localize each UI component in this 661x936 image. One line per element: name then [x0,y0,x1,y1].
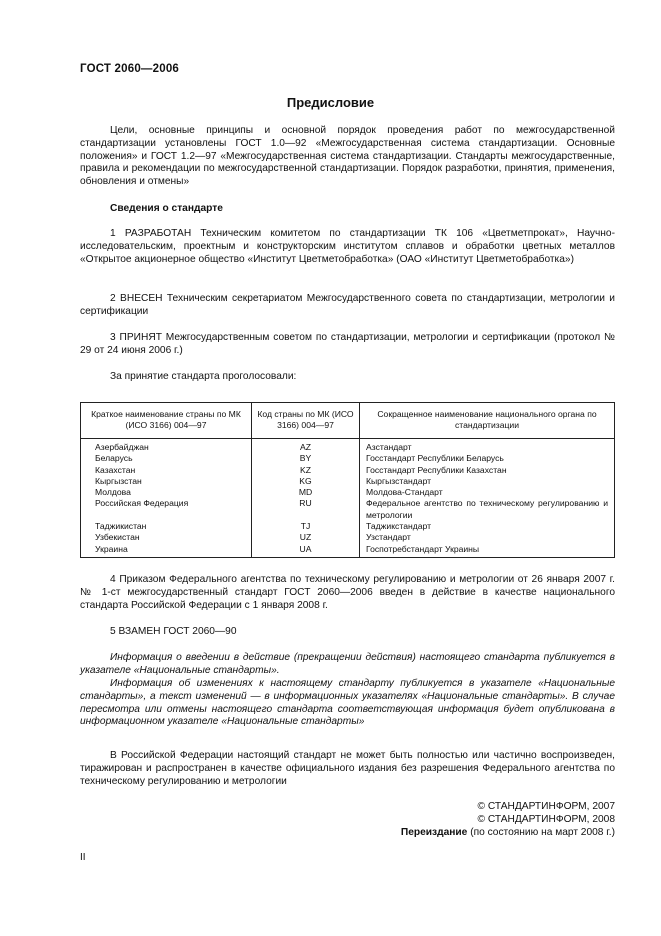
country-code: RU [252,498,360,521]
table-row [81,453,615,464]
country-name: Украина [81,544,252,558]
page-number: II [80,852,86,863]
rights-paragraph: В Российской Федерации настоящий стандарт не может быть полностью или частично воспроизведен, тиражирован и распространен в качестве официального издания без разрешения Федерального агентства по техническому регулированию и метрологии [80,750,615,787]
standards-body: Госпотребстандарт Украины [360,544,615,558]
table-row [81,439,615,454]
table-row [81,498,615,521]
reissue-line [401,827,615,840]
voted-intro: За принятие стандарта проголосовали: [110,371,297,382]
country-code: AZ [252,439,360,454]
document-id: ГОСТ 2060—2006 [80,63,180,75]
copyright-2008: © СТАНДАРТИНФОРМ, 2008 [477,814,615,825]
standards-body: Молдова-Стандарт [360,487,615,498]
copyright-2007: © СТАНДАРТИНФОРМ, 2007 [477,801,615,812]
item-developed: 1 РАЗРАБОТАН Техническим комитетом по стандартизации ТК 106 «Цветметпрокат», Научно-исследовательским, проектным и конструкторским институтом сплавов и обработки цветных металлов «Открытое акционерное общество «Институт Цветметобработка» (ОАО «Институт Цветметобработка») [80,228,615,265]
standards-body: Федеральное агентство по техническому регулированию и метрологии [360,498,615,521]
country-code: UZ [252,532,360,543]
country-code: KZ [252,465,360,476]
item-replaces: 5 ВЗАМЕН ГОСТ 2060—90 [110,626,237,637]
reissue-note: (по состоянию на март 2008 г.) [470,827,615,838]
intro-paragraph: Цели, основные принципы и основной порядок проведения работ по межгосударственной стандартизации установлены ГОСТ 1.0—92 «Межгосударственная система стандартизации. Основные положения» и ГОСТ 1.2—97 «Межгосударственная система стандартизации. Стандарты межгосударственные, правила и рекомендации по межгосударственной стандартизации. Порядок разработки, принятия, применения, обновления и отмены» [80,125,615,188]
country-name: Беларусь [81,453,252,464]
table-row [81,521,615,532]
country-name: Казахстан [81,465,252,476]
country-name: Кыргызстан [81,476,252,487]
notice-publication: Информация о введении в действие (прекращении действия) настоящего стандарта публикуется в указателе «Национальные стандарты». [80,652,615,676]
item-introduced: 2 ВНЕСЕН Техническим секретариатом Межгосударственного совета по стандартизации, метрологии и сертификации [80,293,615,317]
table-row [81,532,615,543]
page-title: Предисловие [286,95,375,110]
item-adopted: 3 ПРИНЯТ Межгосударственным советом по стандартизации, метрологии и сертификации (протокол № 29 от 24 июня 2006 г.) [80,332,615,356]
country-name: Узбекистан [81,532,252,543]
standards-body: Узстандарт [360,532,615,543]
country-code: MD [252,487,360,498]
item-order: 4 Приказом Федерального агентства по техническому регулированию и метрологии от 26 января 2007 г. № 1-ст межгосударственный стандарт ГОСТ 2060—2006 введен в действие в качестве национального стандарта Российской Федерации с 1 января 2008 г. [80,574,615,611]
country-name: Молдова [81,487,252,498]
standards-body: Госстандарт Республики Казахстан [360,465,615,476]
reissue-label: Переиздание [400,827,468,838]
country-code: UA [252,544,360,558]
table-row [81,465,615,476]
header-code: Код страны по МК (ИСО 3166) 004—97 [252,403,360,439]
country-code: BY [252,453,360,464]
country-name: Азербайджан [81,439,252,454]
country-code: KG [252,476,360,487]
table-header-row [81,403,615,439]
standards-body: Таджикстандарт [360,521,615,532]
country-code: TJ [252,521,360,532]
header-body: Сокращенное наименование национального органа по стандартизации [360,403,615,439]
header-country: Краткое наименование страны по МК (ИСО 3166) 004—97 [81,403,252,439]
info-heading: Сведения о стандарте [110,203,223,214]
country-name: Таджикистан [81,521,252,532]
standards-body: Кыргызстандарт [360,476,615,487]
notice-changes: Информация об изменениях к настоящему стандарту публикуется в указателе «Национальные стандарты», а текст изменений — в информационных указателях «Национальные стандарты». В случае пересмотра или отмены настоящего стандарта соответствующая информация будет опубликована в информационном указателе «Национальные стандарты» [80,678,615,728]
table-row [81,476,615,487]
table-row [81,544,615,558]
voting-table [80,402,615,558]
table-row [81,487,615,498]
standards-body: Азстандарт [360,439,615,454]
country-name: Российская Федерация [81,498,252,521]
standards-body: Госстандарт Республики Беларусь [360,453,615,464]
